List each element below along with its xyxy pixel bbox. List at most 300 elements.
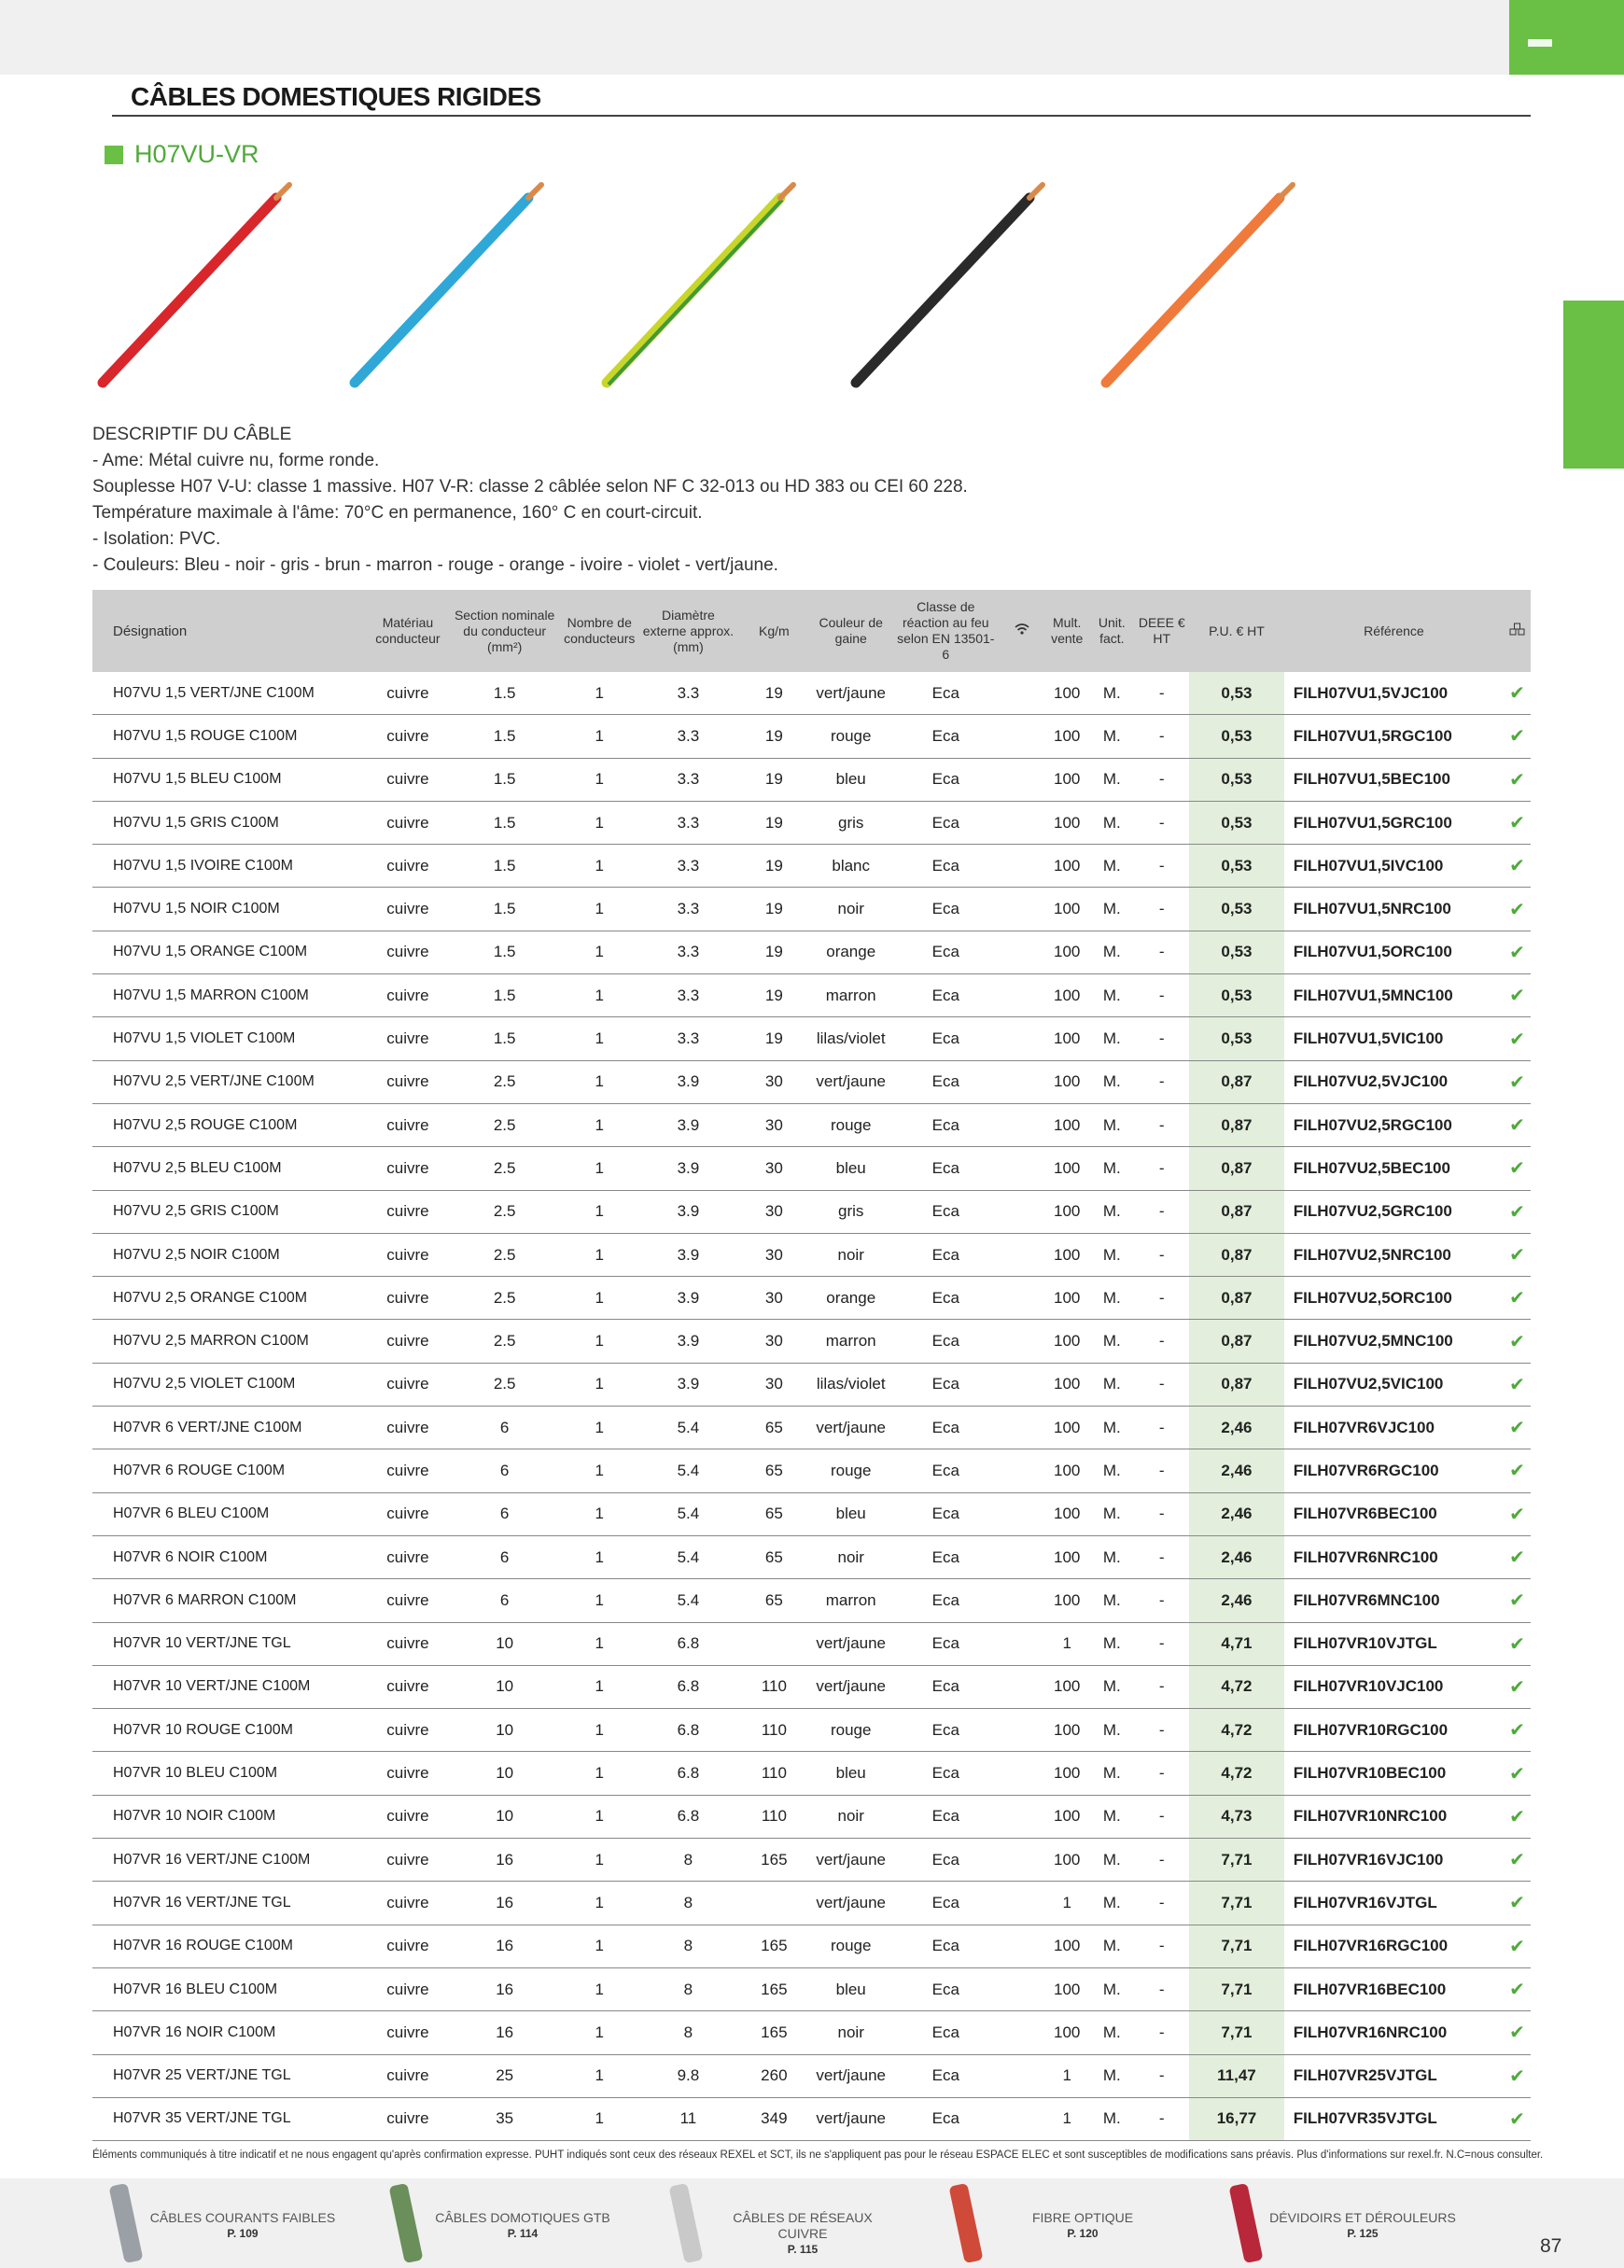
cell-designation: H07VU 2,5 ROUGE C100M bbox=[92, 1103, 367, 1146]
cell-reaction: Eca bbox=[892, 1147, 1000, 1190]
cell-wifi bbox=[1000, 1622, 1044, 1665]
cell-diameter: 6.8 bbox=[638, 1709, 738, 1752]
cell-color: noir bbox=[810, 1233, 892, 1276]
cell-color: bleu bbox=[810, 758, 892, 801]
table-row bbox=[92, 1492, 1531, 1535]
cell-kgm: 30 bbox=[738, 1147, 810, 1190]
cell-price: 4,71 bbox=[1189, 1622, 1284, 1665]
cell-unit: M. bbox=[1089, 845, 1134, 888]
side-section-tab bbox=[1563, 301, 1624, 469]
description-line: - Isolation: PVC. bbox=[92, 529, 221, 549]
cell-mult: 100 bbox=[1044, 801, 1089, 844]
table-row bbox=[92, 845, 1531, 888]
cell-color: bleu bbox=[810, 1147, 892, 1190]
cell-kgm: 30 bbox=[738, 1363, 810, 1406]
cell-check: ✔ bbox=[1504, 974, 1531, 1017]
col-deee: DEEE € HT bbox=[1134, 590, 1189, 672]
cell-reaction: Eca bbox=[892, 715, 1000, 758]
cell-price: 0,53 bbox=[1189, 888, 1284, 931]
related-link-label: DÉVIDOIRS ET DÉROULEURS bbox=[1269, 2210, 1456, 2225]
cell-mult: 100 bbox=[1044, 1320, 1089, 1363]
cell-designation: H07VR 6 BLEU C100M bbox=[92, 1492, 367, 1535]
cell-kgm: 19 bbox=[738, 801, 810, 844]
cell-conductors: 1 bbox=[561, 1579, 638, 1622]
cell-kgm: 30 bbox=[738, 1103, 810, 1146]
cell-deee: - bbox=[1134, 1147, 1189, 1190]
cell-color: noir bbox=[810, 1795, 892, 1838]
cell-reference: FILH07VU1,5NRC100 bbox=[1284, 888, 1504, 931]
table-row bbox=[92, 1579, 1531, 1622]
col-diameter: Diamètre externe approx. (mm) bbox=[638, 590, 738, 672]
cell-material: cuivre bbox=[367, 1882, 449, 1925]
cell-wifi bbox=[1000, 1535, 1044, 1578]
cell-deee: - bbox=[1134, 1709, 1189, 1752]
table-row bbox=[92, 715, 1531, 758]
cell-reference: FILH07VU2,5RGC100 bbox=[1284, 1103, 1504, 1146]
related-link-thumbnail bbox=[948, 2183, 983, 2263]
wifi-icon bbox=[1000, 590, 1044, 672]
cell-mult: 100 bbox=[1044, 1407, 1089, 1449]
related-link-thumbnail bbox=[1228, 2183, 1263, 2263]
cell-unit: M. bbox=[1089, 1492, 1134, 1535]
cell-conductors: 1 bbox=[561, 2097, 638, 2140]
table-row bbox=[92, 888, 1531, 931]
cell-reaction: Eca bbox=[892, 1839, 1000, 1882]
cell-section: 1.5 bbox=[449, 801, 561, 844]
cell-price: 4,72 bbox=[1189, 1752, 1284, 1795]
cell-reference: FILH07VU1,5VJC100 bbox=[1284, 672, 1504, 715]
cell-mult: 100 bbox=[1044, 1967, 1089, 2010]
cell-kgm: 165 bbox=[738, 1967, 810, 2010]
cell-price: 0,87 bbox=[1189, 1103, 1284, 1146]
cell-material: cuivre bbox=[367, 1320, 449, 1363]
cell-color: gris bbox=[810, 1190, 892, 1233]
cell-designation: H07VR 35 VERT/JNE TGL bbox=[92, 2097, 367, 2140]
cell-diameter: 3.3 bbox=[638, 758, 738, 801]
cell-check: ✔ bbox=[1504, 1407, 1531, 1449]
cell-section: 2.5 bbox=[449, 1363, 561, 1406]
cell-conductors: 1 bbox=[561, 1535, 638, 1578]
cell-wifi bbox=[1000, 1103, 1044, 1146]
cell-designation: H07VR 16 NOIR C100M bbox=[92, 2011, 367, 2054]
cell-conductors: 1 bbox=[561, 2011, 638, 2054]
cell-kgm: 30 bbox=[738, 1320, 810, 1363]
cell-reaction: Eca bbox=[892, 2054, 1000, 2097]
cell-reference: FILH07VU2,5GRC100 bbox=[1284, 1190, 1504, 1233]
cell-deee: - bbox=[1134, 758, 1189, 801]
cell-unit: M. bbox=[1089, 2097, 1134, 2140]
cell-reference: FILH07VR6BEC100 bbox=[1284, 1492, 1504, 1535]
cell-section: 1.5 bbox=[449, 758, 561, 801]
cell-material: cuivre bbox=[367, 931, 449, 973]
cell-kgm: 30 bbox=[738, 1190, 810, 1233]
cell-conductors: 1 bbox=[561, 1233, 638, 1276]
cable-image bbox=[1106, 185, 1293, 383]
cell-wifi bbox=[1000, 758, 1044, 801]
cell-section: 10 bbox=[449, 1795, 561, 1838]
cell-material: cuivre bbox=[367, 1752, 449, 1795]
cell-unit: M. bbox=[1089, 1147, 1134, 1190]
cell-diameter: 3.9 bbox=[638, 1320, 738, 1363]
cell-mult: 1 bbox=[1044, 2097, 1089, 2140]
cell-mult: 100 bbox=[1044, 1449, 1089, 1492]
table-row bbox=[92, 1407, 1531, 1449]
cell-unit: M. bbox=[1089, 801, 1134, 844]
cell-unit: M. bbox=[1089, 1407, 1134, 1449]
cell-kgm: 19 bbox=[738, 931, 810, 973]
cell-diameter: 3.3 bbox=[638, 801, 738, 844]
cell-deee: - bbox=[1134, 1017, 1189, 1060]
cell-wifi bbox=[1000, 1882, 1044, 1925]
cell-designation: H07VU 2,5 GRIS C100M bbox=[92, 1190, 367, 1233]
cell-wifi bbox=[1000, 1665, 1044, 1708]
cell-unit: M. bbox=[1089, 1277, 1134, 1320]
cell-reaction: Eca bbox=[892, 1665, 1000, 1708]
cell-wifi bbox=[1000, 1407, 1044, 1449]
cell-color: rouge bbox=[810, 1449, 892, 1492]
cell-wifi bbox=[1000, 715, 1044, 758]
cell-conductors: 1 bbox=[561, 1147, 638, 1190]
cell-deee: - bbox=[1134, 715, 1189, 758]
cell-conductors: 1 bbox=[561, 888, 638, 931]
table-row bbox=[92, 1709, 1531, 1752]
cell-kgm: 30 bbox=[738, 1233, 810, 1276]
cell-wifi bbox=[1000, 672, 1044, 715]
cell-mult: 100 bbox=[1044, 1233, 1089, 1276]
cell-reference: FILH07VR10BEC100 bbox=[1284, 1752, 1504, 1795]
cell-wifi bbox=[1000, 1233, 1044, 1276]
cell-deee: - bbox=[1134, 1190, 1189, 1233]
cell-reaction: Eca bbox=[892, 931, 1000, 973]
cell-conductors: 1 bbox=[561, 1363, 638, 1406]
cell-reaction: Eca bbox=[892, 1882, 1000, 1925]
table-header-row bbox=[92, 590, 1531, 672]
cell-conductors: 1 bbox=[561, 2054, 638, 2097]
cell-designation: H07VU 1,5 VIOLET C100M bbox=[92, 1017, 367, 1060]
cell-material: cuivre bbox=[367, 1579, 449, 1622]
cell-material: cuivre bbox=[367, 2011, 449, 2054]
cell-material: cuivre bbox=[367, 2097, 449, 2140]
table-row bbox=[92, 1103, 1531, 1146]
cell-wifi bbox=[1000, 888, 1044, 931]
cell-reaction: Eca bbox=[892, 1407, 1000, 1449]
table-row bbox=[92, 1017, 1531, 1060]
cell-conductors: 1 bbox=[561, 1925, 638, 1967]
description-line: - Ame: Métal cuivre nu, forme ronde. bbox=[92, 451, 380, 470]
cell-kgm bbox=[738, 1882, 810, 1925]
cell-deee: - bbox=[1134, 845, 1189, 888]
table-row bbox=[92, 1967, 1531, 2010]
cell-reference: FILH07VU1,5BEC100 bbox=[1284, 758, 1504, 801]
table-row bbox=[92, 1320, 1531, 1363]
cell-designation: H07VU 1,5 ORANGE C100M bbox=[92, 931, 367, 973]
cell-deee: - bbox=[1134, 1277, 1189, 1320]
cell-section: 2.5 bbox=[449, 1060, 561, 1103]
cell-conductors: 1 bbox=[561, 1190, 638, 1233]
cell-diameter: 3.9 bbox=[638, 1363, 738, 1406]
cell-material: cuivre bbox=[367, 1795, 449, 1838]
cell-color: vert/jaune bbox=[810, 2054, 892, 2097]
cell-reference: FILH07VR6VJC100 bbox=[1284, 1407, 1504, 1449]
cell-diameter: 3.9 bbox=[638, 1233, 738, 1276]
cell-designation: H07VR 10 BLEU C100M bbox=[92, 1752, 367, 1795]
cell-color: orange bbox=[810, 931, 892, 973]
cell-check: ✔ bbox=[1504, 2011, 1531, 2054]
cell-deee: - bbox=[1134, 801, 1189, 844]
cell-check: ✔ bbox=[1504, 1147, 1531, 1190]
cell-deee: - bbox=[1134, 1622, 1189, 1665]
cell-wifi bbox=[1000, 1579, 1044, 1622]
cell-conductors: 1 bbox=[561, 758, 638, 801]
cell-section: 6 bbox=[449, 1535, 561, 1578]
cell-material: cuivre bbox=[367, 1233, 449, 1276]
cell-check: ✔ bbox=[1504, 931, 1531, 973]
cell-check: ✔ bbox=[1504, 1665, 1531, 1708]
related-link-page: P. 125 bbox=[1347, 2227, 1379, 2240]
cell-section: 2.5 bbox=[449, 1147, 561, 1190]
cell-price: 7,71 bbox=[1189, 1882, 1284, 1925]
cell-designation: H07VU 2,5 ORANGE C100M bbox=[92, 1277, 367, 1320]
cell-material: cuivre bbox=[367, 1925, 449, 1967]
cell-wifi bbox=[1000, 1277, 1044, 1320]
cell-unit: M. bbox=[1089, 1535, 1134, 1578]
cell-kgm: 65 bbox=[738, 1579, 810, 1622]
cell-reaction: Eca bbox=[892, 1190, 1000, 1233]
cell-mult: 100 bbox=[1044, 1492, 1089, 1535]
cell-section: 10 bbox=[449, 1622, 561, 1665]
cell-wifi bbox=[1000, 931, 1044, 973]
cell-reference: FILH07VR16VJC100 bbox=[1284, 1839, 1504, 1882]
cell-unit: M. bbox=[1089, 931, 1134, 973]
cell-check: ✔ bbox=[1504, 2054, 1531, 2097]
cell-reaction: Eca bbox=[892, 1709, 1000, 1752]
cell-diameter: 8 bbox=[638, 1839, 738, 1882]
cell-color: lilas/violet bbox=[810, 1017, 892, 1060]
cable-image bbox=[856, 185, 1043, 383]
cell-material: cuivre bbox=[367, 1060, 449, 1103]
cell-deee: - bbox=[1134, 1103, 1189, 1146]
cell-mult: 100 bbox=[1044, 1839, 1089, 1882]
cell-price: 0,87 bbox=[1189, 1363, 1284, 1406]
cell-section: 35 bbox=[449, 2097, 561, 2140]
cell-reaction: Eca bbox=[892, 1967, 1000, 2010]
cell-unit: M. bbox=[1089, 1363, 1134, 1406]
cell-kgm: 30 bbox=[738, 1277, 810, 1320]
cell-reference: FILH07VU2,5VJC100 bbox=[1284, 1060, 1504, 1103]
cell-price: 2,46 bbox=[1189, 1579, 1284, 1622]
related-link-page: P. 114 bbox=[507, 2227, 539, 2240]
cell-designation: H07VU 1,5 NOIR C100M bbox=[92, 888, 367, 931]
cell-check: ✔ bbox=[1504, 1492, 1531, 1535]
related-link-thumbnail bbox=[388, 2183, 423, 2263]
cell-wifi bbox=[1000, 1060, 1044, 1103]
cell-section: 16 bbox=[449, 1967, 561, 2010]
cell-mult: 100 bbox=[1044, 2011, 1089, 2054]
cell-color: vert/jaune bbox=[810, 1407, 892, 1449]
cell-designation: H07VU 1,5 ROUGE C100M bbox=[92, 715, 367, 758]
cell-material: cuivre bbox=[367, 1407, 449, 1449]
cell-mult: 1 bbox=[1044, 2054, 1089, 2097]
cell-designation: H07VR 10 VERT/JNE TGL bbox=[92, 1622, 367, 1665]
cell-reference: FILH07VU2,5BEC100 bbox=[1284, 1147, 1504, 1190]
cell-kgm: 19 bbox=[738, 974, 810, 1017]
cell-color: noir bbox=[810, 888, 892, 931]
cell-reference: FILH07VU1,5VIC100 bbox=[1284, 1017, 1504, 1060]
cell-designation: H07VR 10 NOIR C100M bbox=[92, 1795, 367, 1838]
related-link-page: P. 120 bbox=[1067, 2227, 1099, 2240]
cell-reference: FILH07VR16RGC100 bbox=[1284, 1925, 1504, 1967]
product-table bbox=[92, 590, 1531, 2141]
table-row bbox=[92, 1233, 1531, 1276]
cell-mult: 100 bbox=[1044, 888, 1089, 931]
related-link-label: FIBRE OPTIQUE bbox=[1031, 2210, 1134, 2225]
cell-diameter: 3.3 bbox=[638, 845, 738, 888]
cell-designation: H07VR 6 ROUGE C100M bbox=[92, 1449, 367, 1492]
cell-diameter: 6.8 bbox=[638, 1795, 738, 1838]
cell-reaction: Eca bbox=[892, 758, 1000, 801]
cell-reference: FILH07VR6RGC100 bbox=[1284, 1449, 1504, 1492]
cell-wifi bbox=[1000, 1147, 1044, 1190]
cell-wifi bbox=[1000, 1363, 1044, 1406]
cell-wifi bbox=[1000, 1190, 1044, 1233]
cell-material: cuivre bbox=[367, 1622, 449, 1665]
cell-deee: - bbox=[1134, 1665, 1189, 1708]
related-links-bar bbox=[0, 2178, 1624, 2268]
table-row bbox=[92, 1449, 1531, 1492]
cell-material: cuivre bbox=[367, 1147, 449, 1190]
top-bar bbox=[0, 0, 1509, 75]
cell-wifi bbox=[1000, 2011, 1044, 2054]
cell-mult: 100 bbox=[1044, 1103, 1089, 1146]
cell-price: 2,46 bbox=[1189, 1407, 1284, 1449]
cell-section: 2.5 bbox=[449, 1320, 561, 1363]
cell-mult: 100 bbox=[1044, 1017, 1089, 1060]
cell-section: 1.5 bbox=[449, 974, 561, 1017]
cell-deee: - bbox=[1134, 2097, 1189, 2140]
cell-conductors: 1 bbox=[561, 1060, 638, 1103]
cell-kgm: 110 bbox=[738, 1795, 810, 1838]
cell-check: ✔ bbox=[1504, 1190, 1531, 1233]
related-link-thumbnail bbox=[108, 2183, 143, 2263]
cell-diameter: 3.3 bbox=[638, 1017, 738, 1060]
cell-diameter: 5.4 bbox=[638, 1579, 738, 1622]
cell-material: cuivre bbox=[367, 758, 449, 801]
cell-section: 16 bbox=[449, 2011, 561, 2054]
cell-reference: FILH07VR16VJTGL bbox=[1284, 1882, 1504, 1925]
cell-unit: M. bbox=[1089, 1190, 1134, 1233]
cell-conductors: 1 bbox=[561, 1752, 638, 1795]
cell-section: 6 bbox=[449, 1492, 561, 1535]
cell-unit: M. bbox=[1089, 1882, 1134, 1925]
cell-unit: M. bbox=[1089, 1665, 1134, 1708]
cell-mult: 100 bbox=[1044, 931, 1089, 973]
cell-unit: M. bbox=[1089, 1060, 1134, 1103]
cell-color: vert/jaune bbox=[810, 1882, 892, 1925]
cell-deee: - bbox=[1134, 1492, 1189, 1535]
cell-reaction: Eca bbox=[892, 974, 1000, 1017]
cell-diameter: 8 bbox=[638, 1967, 738, 2010]
cell-wifi bbox=[1000, 1967, 1044, 2010]
cell-wifi bbox=[1000, 1925, 1044, 1967]
cell-reaction: Eca bbox=[892, 1925, 1000, 1967]
cell-designation: H07VU 2,5 BLEU C100M bbox=[92, 1147, 367, 1190]
cell-unit: M. bbox=[1089, 888, 1134, 931]
cell-conductors: 1 bbox=[561, 1103, 638, 1146]
cell-price: 0,87 bbox=[1189, 1147, 1284, 1190]
green-square-icon bbox=[105, 146, 123, 164]
cell-material: cuivre bbox=[367, 845, 449, 888]
cell-deee: - bbox=[1134, 1363, 1189, 1406]
cell-kgm bbox=[738, 1622, 810, 1665]
cell-section: 2.5 bbox=[449, 1190, 561, 1233]
product-family-label: H07VU-VR bbox=[134, 140, 259, 168]
cell-designation: H07VR 16 VERT/JNE TGL bbox=[92, 1882, 367, 1925]
cell-unit: M. bbox=[1089, 1622, 1134, 1665]
cell-conductors: 1 bbox=[561, 1709, 638, 1752]
cell-wifi bbox=[1000, 1449, 1044, 1492]
cable-image bbox=[355, 185, 541, 383]
cell-designation: H07VU 1,5 IVOIRE C100M bbox=[92, 845, 367, 888]
related-link-label: CÂBLES DE RÉSEAUX CUIVRE bbox=[733, 2210, 873, 2241]
cell-reaction: Eca bbox=[892, 1492, 1000, 1535]
cell-designation: H07VR 25 VERT/JNE TGL bbox=[92, 2054, 367, 2097]
col-reference: Référence bbox=[1284, 590, 1504, 672]
cell-color: bleu bbox=[810, 1967, 892, 2010]
cell-conductors: 1 bbox=[561, 672, 638, 715]
cell-kgm: 110 bbox=[738, 1709, 810, 1752]
cell-reaction: Eca bbox=[892, 2097, 1000, 2140]
cell-wifi bbox=[1000, 1492, 1044, 1535]
cell-check: ✔ bbox=[1504, 1103, 1531, 1146]
cell-color: noir bbox=[810, 2011, 892, 2054]
cell-reference: FILH07VR10NRC100 bbox=[1284, 1795, 1504, 1838]
cell-designation: H07VU 1,5 GRIS C100M bbox=[92, 801, 367, 844]
cell-check: ✔ bbox=[1504, 1925, 1531, 1967]
cell-price: 2,46 bbox=[1189, 1449, 1284, 1492]
cell-reference: FILH07VR10VJTGL bbox=[1284, 1622, 1504, 1665]
cell-reference: FILH07VR10RGC100 bbox=[1284, 1709, 1504, 1752]
table-row bbox=[92, 931, 1531, 973]
cell-unit: M. bbox=[1089, 1017, 1134, 1060]
cell-check: ✔ bbox=[1504, 2097, 1531, 2140]
cell-unit: M. bbox=[1089, 1925, 1134, 1967]
cell-unit: M. bbox=[1089, 1967, 1134, 2010]
cell-wifi bbox=[1000, 1017, 1044, 1060]
cell-unit: M. bbox=[1089, 974, 1134, 1017]
cell-mult: 100 bbox=[1044, 1190, 1089, 1233]
cell-diameter: 9.8 bbox=[638, 2054, 738, 2097]
cell-reference: FILH07VU1,5ORC100 bbox=[1284, 931, 1504, 973]
cell-unit: M. bbox=[1089, 1103, 1134, 1146]
table-row bbox=[92, 672, 1531, 715]
cell-material: cuivre bbox=[367, 1665, 449, 1708]
cell-material: cuivre bbox=[367, 801, 449, 844]
cell-reaction: Eca bbox=[892, 1363, 1000, 1406]
related-link-page: P. 109 bbox=[227, 2227, 259, 2240]
cell-material: cuivre bbox=[367, 1103, 449, 1146]
cell-reaction: Eca bbox=[892, 1233, 1000, 1276]
cell-reaction: Eca bbox=[892, 1535, 1000, 1578]
cell-conductors: 1 bbox=[561, 715, 638, 758]
cell-price: 0,87 bbox=[1189, 1277, 1284, 1320]
cell-kgm: 165 bbox=[738, 1839, 810, 1882]
cell-reaction: Eca bbox=[892, 1017, 1000, 1060]
cell-unit: M. bbox=[1089, 1795, 1134, 1838]
cell-check: ✔ bbox=[1504, 715, 1531, 758]
cell-deee: - bbox=[1134, 931, 1189, 973]
col-designation: Désignation bbox=[92, 590, 367, 672]
cell-reference: FILH07VR10VJC100 bbox=[1284, 1665, 1504, 1708]
